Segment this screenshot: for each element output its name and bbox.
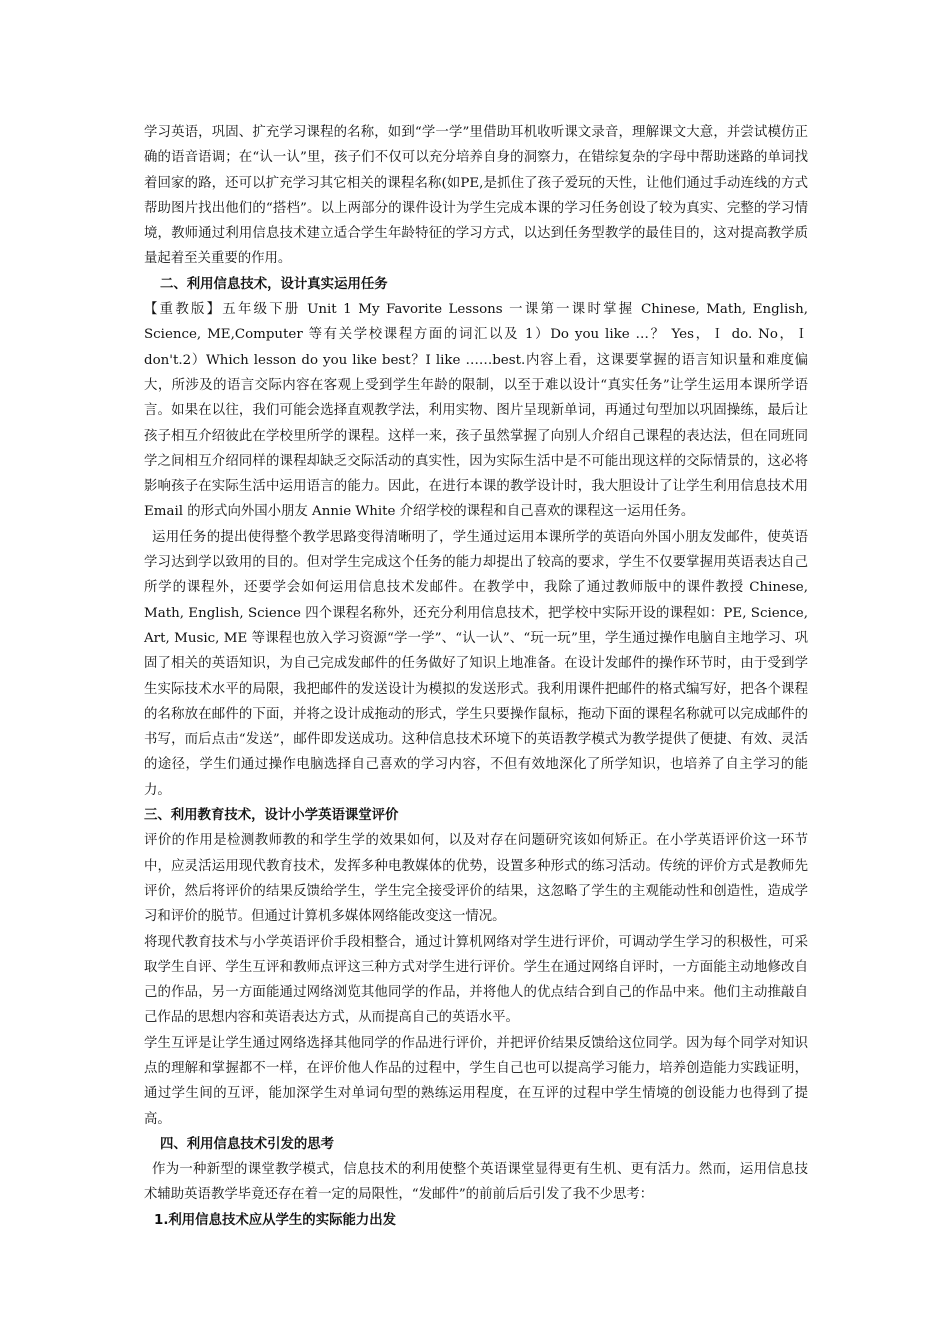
paragraph-evaluation-integration: 将现代教育技术与小学英语评价手段相整合，通过计算机网络对学生进行评价，可调动学生学习的积极性，可采取学生自评、学生互评和教师点评这三种方式对学生进行评价。学生在通过网络自评时，一方面能主动地修改自己的作品，另一方面能通过网络浏览其他同学的作品，并将他人的优点结合到自己的作品中来。他们主动推敲自己作品的思想内容和英语表达方式，从而提高自己的英语水平。	[144, 934, 808, 1026]
subsection-heading-1: 1.利用信息技术应从学生的实际能力出发	[154, 1212, 397, 1228]
paragraph-lesson-background: 【重教版】五年级下册 Unit 1 My Favorite Lessons 一课第一课时掌握 Chinese, Math, English, Science, ME,Computer 等有关学校课程方面的词汇以及 1）Do you like …？ Yes，Ｉ do. No，Ｉ don't.2）Which lesson do you like best？I like ……best.内容上看，这课要掌握的语言知识量和难度偏大，所涉及的语言交际内容在客观上受到学生年龄的限制，以至于难以设计“真实任务”让学生运用本课所学语言。如果在以往，我们可能会选择直观教学法，利用实物、图片呈现新单词，再通过句型加以巩固操练，最后让孩子相互介绍彼此在学校里所学的课程。这样一来，孩子虽然掌握了向别人介绍自己课程的表达法，但在同班同学之间相互介绍同样的课程却缺乏交际活动的真实性，因为实际生活中是不可能出现这样的交际情景的，这必将影响孩子在实际生活中运用语言的能力。因此，在进行本课的教学设计时，我大胆设计了让学生利用信息技术用 Email 的形式向外国小朋友 Annie White 介绍学校的课程和自己喜欢的课程这一运用任务。	[144, 302, 808, 520]
section-heading-4: 四、利用信息技术引发的思考	[160, 1136, 335, 1152]
paragraph-evaluation-role: 评价的作用是检测教师教的和学生学的效果如何，以及对存在问题研究该如何矫正。在小学英语评价这一环节中，应灵活运用现代教育技术，发挥多种电教媒体的优势，设置多种形式的练习活动。传统的评价方式是教师先评价，然后将评价的结果反馈给学生，学生完全接受评价的结果，这忽略了学生的主观能动性和创造性，造成学习和评价的脱节。但通过计算机多媒体网络能改变这一情况。	[144, 833, 808, 925]
paragraph-peer-evaluation: 学生互评是让学生通过网络选择其他同学的作品进行评价，并把评价结果反馈给这位同学。因为每个同学对知识点的理解和掌握都不一样，在评价他人作品的过程中，学生自己也可以提高学习能力，培养创造能力实践证明，通过学生间的互评，能加深学生对单词句型的熟练运用程度，在互评的过程中学生情境的创设能力也得到了提高。	[144, 1035, 808, 1127]
paragraph-reflection: 作为一种新型的课堂教学模式，信息技术的利用使整个英语课堂显得更有生机、更有活力。然而，运用信息技术辅助英语教学毕竟还存在着一定的局限性，“发邮件”的前前后后引发了我不少思考：	[144, 1162, 808, 1203]
section-heading-3: 三、利用教育技术，设计小学英语课堂评价	[144, 808, 399, 824]
paragraph-courseware-design: 学习英语，巩固、扩充学习课程的名称，如到“学一学”里借助耳机收听课文录音，理解课文大意，并尝试模仿正确的语音语调；在“认一认”里，孩子们不仅可以充分培养自身的洞察力，在错综复杂的字母中帮助迷路的单词找着回家的路，还可以扩充学习其它相关的课程名称(如PE,是抓住了孩子爱玩的天性，让他们通过手动连线的方式帮助图片找出他们的“搭档”。以上两部分的课件设计为学生完成本课的学习任务创设了较为真实、完整的学习情境，教师通过利用信息技术建立适合学生年龄特征的学习方式，以达到任务型教学的最佳目的，这对提高教学质量起着至关重要的作用。	[144, 125, 808, 267]
section-heading-2: 二、利用信息技术，设计真实运用任务	[160, 276, 388, 292]
document-page	[144, 120, 808, 1233]
paragraph-task-design: 运用任务的提出使得整个教学思路变得清晰明了，学生通过运用本课所学的英语向外国小朋友发邮件，使英语学习达到学以致用的目的。但对学生完成这个任务的能力却提出了较高的要求，学生不仅要掌握用英语表达自己所学的课程外，还要学会如何运用信息技术发邮件。在教学中，我除了通过教师版中的课件教授 Chinese, Math, English, Science 四个课程名称外，还充分利用信息技术，把学校中实际开设的课程如：PE, Science, Art, Music, ME 等课程也放入学习资源“学一学”、“认一认”、“玩一玩”里，学生通过操作电脑自主地学习、巩固了相关的英语知识，为自己完成发邮件的任务做好了知识上地准备。在设计发邮件的操作环节时，由于受到学生实际技术水平的局限，我把邮件的发送设计为模拟的发送形式。我利用课件把邮件的格式编写好，把各个课程的名称放在邮件的下面，并将之设计成拖动的形式，学生只要操作鼠标，拖动下面的课程名称就可以完成邮件的书写，而后点击“发送”，邮件即发送成功。这种信息技术环境下的英语教学模式为教学提供了便捷、有效、灵活的途径，学生们通过操作电脑选择自己喜欢的学习内容，不但有效地深化了所学知识，也培养了自主学习的能力。	[144, 529, 808, 798]
